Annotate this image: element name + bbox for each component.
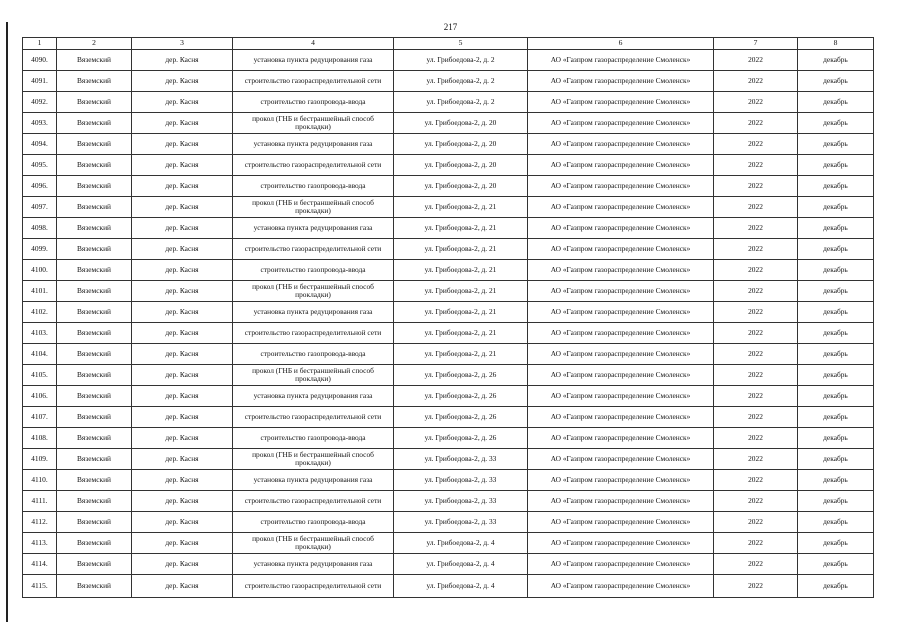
- month-cell: декабрь: [798, 554, 874, 575]
- organization-cell: АО «Газпром газораспределение Смоленск»: [528, 491, 714, 512]
- organization-cell: АО «Газпром газораспределение Смоленск»: [528, 50, 714, 71]
- district-cell: Вяземский: [57, 344, 132, 365]
- year-cell: 2022: [714, 281, 798, 302]
- address-cell: ул. Грибоедова-2, д. 20: [394, 176, 528, 197]
- table-row: [23, 155, 874, 176]
- work-type-cell: строительство газопровода-ввода: [233, 512, 394, 533]
- row-number-cell: 4098.: [23, 218, 57, 239]
- month-cell: декабрь: [798, 575, 874, 598]
- district-cell: Вяземский: [57, 92, 132, 113]
- settlement-cell: дер. Касня: [132, 281, 233, 302]
- year-cell: 2022: [714, 218, 798, 239]
- settlement-cell: дер. Касня: [132, 176, 233, 197]
- row-number-cell: 4097.: [23, 197, 57, 218]
- address-cell: ул. Грибоедова-2, д. 33: [394, 491, 528, 512]
- table-row: [23, 134, 874, 155]
- month-cell: декабрь: [798, 281, 874, 302]
- work-type-cell: строительство газораспределительной сети: [233, 239, 394, 260]
- column-header: 5: [394, 38, 528, 50]
- work-type-cell: строительство газопровода-ввода: [233, 260, 394, 281]
- month-cell: декабрь: [798, 92, 874, 113]
- address-cell: ул. Грибоедова-2, д. 21: [394, 323, 528, 344]
- address-cell: ул. Грибоедова-2, д. 4: [394, 533, 528, 554]
- work-type-cell: строительство газораспределительной сети: [233, 407, 394, 428]
- row-number-cell: 4105.: [23, 365, 57, 386]
- work-type-cell: установка пункта редуцирования газа: [233, 218, 394, 239]
- row-number-cell: 4106.: [23, 386, 57, 407]
- table-row: [23, 281, 874, 302]
- settlement-cell: дер. Касня: [132, 323, 233, 344]
- address-cell: ул. Грибоедова-2, д. 21: [394, 218, 528, 239]
- district-cell: Вяземский: [57, 197, 132, 218]
- year-cell: 2022: [714, 260, 798, 281]
- row-number-cell: 4096.: [23, 176, 57, 197]
- month-cell: декабрь: [798, 50, 874, 71]
- column-header: 2: [57, 38, 132, 50]
- year-cell: 2022: [714, 386, 798, 407]
- settlement-cell: дер. Касня: [132, 407, 233, 428]
- address-cell: ул. Грибоедова-2, д. 21: [394, 197, 528, 218]
- organization-cell: АО «Газпром газораспределение Смоленск»: [528, 554, 714, 575]
- work-type-cell: строительство газораспределительной сети: [233, 491, 394, 512]
- table-row: [23, 365, 874, 386]
- work-type-cell: строительство газораспределительной сети: [233, 71, 394, 92]
- month-cell: декабрь: [798, 533, 874, 554]
- district-cell: Вяземский: [57, 512, 132, 533]
- work-type-cell: строительство газопровода-ввода: [233, 92, 394, 113]
- organization-cell: АО «Газпром газораспределение Смоленск»: [528, 407, 714, 428]
- settlement-cell: дер. Касня: [132, 386, 233, 407]
- address-cell: ул. Грибоедова-2, д. 4: [394, 575, 528, 598]
- header-row: [23, 38, 874, 50]
- row-number-cell: 4093.: [23, 113, 57, 134]
- district-cell: Вяземский: [57, 71, 132, 92]
- table-row: [23, 176, 874, 197]
- table-row: [23, 92, 874, 113]
- table-row: [23, 260, 874, 281]
- district-cell: Вяземский: [57, 575, 132, 598]
- address-cell: ул. Грибоедова-2, д. 21: [394, 239, 528, 260]
- table-row: [23, 302, 874, 323]
- table-row: [23, 323, 874, 344]
- month-cell: декабрь: [798, 428, 874, 449]
- work-type-cell: установка пункта редуцирования газа: [233, 134, 394, 155]
- settlement-cell: дер. Касня: [132, 449, 233, 470]
- year-cell: 2022: [714, 344, 798, 365]
- table-row: [23, 239, 874, 260]
- settlement-cell: дер. Касня: [132, 197, 233, 218]
- year-cell: 2022: [714, 533, 798, 554]
- settlement-cell: дер. Касня: [132, 92, 233, 113]
- month-cell: декабрь: [798, 491, 874, 512]
- year-cell: 2022: [714, 554, 798, 575]
- district-cell: Вяземский: [57, 554, 132, 575]
- organization-cell: АО «Газпром газораспределение Смоленск»: [528, 365, 714, 386]
- district-cell: Вяземский: [57, 302, 132, 323]
- month-cell: декабрь: [798, 365, 874, 386]
- organization-cell: АО «Газпром газораспределение Смоленск»: [528, 155, 714, 176]
- year-cell: 2022: [714, 449, 798, 470]
- month-cell: декабрь: [798, 176, 874, 197]
- address-cell: ул. Грибоедова-2, д. 21: [394, 302, 528, 323]
- row-number-cell: 4110.: [23, 470, 57, 491]
- work-type-cell: установка пункта редуцирования газа: [233, 470, 394, 491]
- year-cell: 2022: [714, 155, 798, 176]
- settlement-cell: дер. Касня: [132, 512, 233, 533]
- work-type-cell: установка пункта редуцирования газа: [233, 386, 394, 407]
- row-number-cell: 4090.: [23, 50, 57, 71]
- address-cell: ул. Грибоедова-2, д. 2: [394, 92, 528, 113]
- work-type-cell: строительство газопровода-ввода: [233, 428, 394, 449]
- organization-cell: АО «Газпром газораспределение Смоленск»: [528, 197, 714, 218]
- work-type-cell: строительство газораспределительной сети: [233, 575, 394, 598]
- district-cell: Вяземский: [57, 365, 132, 386]
- page-edge-rule: [6, 22, 8, 622]
- settlement-cell: дер. Касня: [132, 365, 233, 386]
- year-cell: 2022: [714, 575, 798, 598]
- table-row: [23, 197, 874, 218]
- organization-cell: АО «Газпром газораспределение Смоленск»: [528, 533, 714, 554]
- work-type-cell: прокол (ГНБ и бестраншейный способ прокладки): [233, 197, 394, 218]
- address-cell: ул. Грибоедова-2, д. 26: [394, 365, 528, 386]
- district-cell: Вяземский: [57, 50, 132, 71]
- settlement-cell: дер. Касня: [132, 239, 233, 260]
- organization-cell: АО «Газпром газораспределение Смоленск»: [528, 176, 714, 197]
- month-cell: декабрь: [798, 386, 874, 407]
- year-cell: 2022: [714, 323, 798, 344]
- year-cell: 2022: [714, 134, 798, 155]
- month-cell: декабрь: [798, 197, 874, 218]
- address-cell: ул. Грибоедова-2, д. 20: [394, 155, 528, 176]
- row-number-cell: 4103.: [23, 323, 57, 344]
- work-type-cell: прокол (ГНБ и бестраншейный способ прокладки): [233, 365, 394, 386]
- row-number-cell: 4111.: [23, 491, 57, 512]
- row-number-cell: 4113.: [23, 533, 57, 554]
- work-type-cell: строительство газораспределительной сети: [233, 323, 394, 344]
- address-cell: ул. Грибоедова-2, д. 26: [394, 428, 528, 449]
- settlement-cell: дер. Касня: [132, 260, 233, 281]
- work-type-cell: установка пункта редуцирования газа: [233, 302, 394, 323]
- year-cell: 2022: [714, 491, 798, 512]
- district-cell: Вяземский: [57, 428, 132, 449]
- month-cell: декабрь: [798, 134, 874, 155]
- row-number-cell: 4100.: [23, 260, 57, 281]
- address-cell: ул. Грибоедова-2, д. 21: [394, 260, 528, 281]
- district-cell: Вяземский: [57, 491, 132, 512]
- address-cell: ул. Грибоедова-2, д. 26: [394, 386, 528, 407]
- address-cell: ул. Грибоедова-2, д. 2: [394, 71, 528, 92]
- month-cell: декабрь: [798, 449, 874, 470]
- month-cell: декабрь: [798, 512, 874, 533]
- organization-cell: АО «Газпром газораспределение Смоленск»: [528, 260, 714, 281]
- organization-cell: АО «Газпром газораспределение Смоленск»: [528, 281, 714, 302]
- organization-cell: АО «Газпром газораспределение Смоленск»: [528, 218, 714, 239]
- table-row: [23, 449, 874, 470]
- settlement-cell: дер. Касня: [132, 50, 233, 71]
- month-cell: декабрь: [798, 113, 874, 134]
- table-row: [23, 554, 874, 575]
- organization-cell: АО «Газпром газораспределение Смоленск»: [528, 239, 714, 260]
- month-cell: декабрь: [798, 71, 874, 92]
- row-number-cell: 4108.: [23, 428, 57, 449]
- table-row: [23, 218, 874, 239]
- year-cell: 2022: [714, 470, 798, 491]
- table-body: [23, 50, 874, 598]
- district-cell: Вяземский: [57, 281, 132, 302]
- work-type-cell: прокол (ГНБ и бестраншейный способ прокладки): [233, 449, 394, 470]
- address-cell: ул. Грибоедова-2, д. 33: [394, 449, 528, 470]
- organization-cell: АО «Газпром газораспределение Смоленск»: [528, 302, 714, 323]
- registry-table: [22, 37, 874, 598]
- month-cell: декабрь: [798, 239, 874, 260]
- month-cell: декабрь: [798, 302, 874, 323]
- organization-cell: АО «Газпром газораспределение Смоленск»: [528, 512, 714, 533]
- row-number-cell: 4114.: [23, 554, 57, 575]
- settlement-cell: дер. Касня: [132, 134, 233, 155]
- table-row: [23, 113, 874, 134]
- work-type-cell: строительство газопровода-ввода: [233, 176, 394, 197]
- work-type-cell: прокол (ГНБ и бестраншейный способ прокладки): [233, 533, 394, 554]
- organization-cell: АО «Газпром газораспределение Смоленск»: [528, 428, 714, 449]
- table-row: [23, 575, 874, 598]
- work-type-cell: прокол (ГНБ и бестраншейный способ прокладки): [233, 281, 394, 302]
- settlement-cell: дер. Касня: [132, 533, 233, 554]
- organization-cell: АО «Газпром газораспределение Смоленск»: [528, 323, 714, 344]
- year-cell: 2022: [714, 302, 798, 323]
- row-number-cell: 4091.: [23, 71, 57, 92]
- table-row: [23, 491, 874, 512]
- month-cell: декабрь: [798, 323, 874, 344]
- settlement-cell: дер. Касня: [132, 575, 233, 598]
- row-number-cell: 4094.: [23, 134, 57, 155]
- year-cell: 2022: [714, 176, 798, 197]
- table-row: [23, 407, 874, 428]
- district-cell: Вяземский: [57, 323, 132, 344]
- row-number-cell: 4102.: [23, 302, 57, 323]
- row-number-cell: 4099.: [23, 239, 57, 260]
- table-row: [23, 344, 874, 365]
- table-row: [23, 512, 874, 533]
- district-cell: Вяземский: [57, 134, 132, 155]
- settlement-cell: дер. Касня: [132, 344, 233, 365]
- settlement-cell: дер. Касня: [132, 554, 233, 575]
- settlement-cell: дер. Касня: [132, 302, 233, 323]
- work-type-cell: установка пункта редуцирования газа: [233, 50, 394, 71]
- column-header: 4: [233, 38, 394, 50]
- address-cell: ул. Грибоедова-2, д. 33: [394, 512, 528, 533]
- year-cell: 2022: [714, 113, 798, 134]
- district-cell: Вяземский: [57, 239, 132, 260]
- row-number-cell: 4107.: [23, 407, 57, 428]
- address-cell: ул. Грибоедова-2, д. 2: [394, 50, 528, 71]
- month-cell: декабрь: [798, 470, 874, 491]
- organization-cell: АО «Газпром газораспределение Смоленск»: [528, 134, 714, 155]
- district-cell: Вяземский: [57, 449, 132, 470]
- organization-cell: АО «Газпром газораспределение Смоленск»: [528, 470, 714, 491]
- year-cell: 2022: [714, 50, 798, 71]
- month-cell: декабрь: [798, 218, 874, 239]
- address-cell: ул. Грибоедова-2, д. 4: [394, 554, 528, 575]
- work-type-cell: установка пункта редуцирования газа: [233, 554, 394, 575]
- district-cell: Вяземский: [57, 470, 132, 491]
- year-cell: 2022: [714, 428, 798, 449]
- table-row: [23, 71, 874, 92]
- district-cell: Вяземский: [57, 113, 132, 134]
- address-cell: ул. Грибоедова-2, д. 21: [394, 281, 528, 302]
- district-cell: Вяземский: [57, 260, 132, 281]
- settlement-cell: дер. Касня: [132, 155, 233, 176]
- year-cell: 2022: [714, 239, 798, 260]
- address-cell: ул. Грибоедова-2, д. 26: [394, 407, 528, 428]
- settlement-cell: дер. Касня: [132, 470, 233, 491]
- year-cell: 2022: [714, 197, 798, 218]
- table-row: [23, 50, 874, 71]
- work-type-cell: строительство газораспределительной сети: [233, 155, 394, 176]
- row-number-cell: 4109.: [23, 449, 57, 470]
- organization-cell: АО «Газпром газораспределение Смоленск»: [528, 386, 714, 407]
- table-header: [23, 38, 874, 50]
- row-number-cell: 4095.: [23, 155, 57, 176]
- district-cell: Вяземский: [57, 218, 132, 239]
- settlement-cell: дер. Касня: [132, 491, 233, 512]
- district-cell: Вяземский: [57, 386, 132, 407]
- address-cell: ул. Грибоедова-2, д. 20: [394, 134, 528, 155]
- address-cell: ул. Грибоедова-2, д. 33: [394, 470, 528, 491]
- district-cell: Вяземский: [57, 407, 132, 428]
- organization-cell: АО «Газпром газораспределение Смоленск»: [528, 92, 714, 113]
- month-cell: декабрь: [798, 260, 874, 281]
- row-number-cell: 4112.: [23, 512, 57, 533]
- organization-cell: АО «Газпром газораспределение Смоленск»: [528, 113, 714, 134]
- row-number-cell: 4115.: [23, 575, 57, 598]
- organization-cell: АО «Газпром газораспределение Смоленск»: [528, 575, 714, 598]
- year-cell: 2022: [714, 512, 798, 533]
- table-row: [23, 428, 874, 449]
- table-row: [23, 533, 874, 554]
- year-cell: 2022: [714, 365, 798, 386]
- row-number-cell: 4101.: [23, 281, 57, 302]
- work-type-cell: строительство газопровода-ввода: [233, 344, 394, 365]
- district-cell: Вяземский: [57, 155, 132, 176]
- address-cell: ул. Грибоедова-2, д. 21: [394, 344, 528, 365]
- settlement-cell: дер. Касня: [132, 113, 233, 134]
- column-header: 3: [132, 38, 233, 50]
- column-header: 6: [528, 38, 714, 50]
- settlement-cell: дер. Касня: [132, 428, 233, 449]
- organization-cell: АО «Газпром газораспределение Смоленск»: [528, 71, 714, 92]
- year-cell: 2022: [714, 92, 798, 113]
- address-cell: ул. Грибоедова-2, д. 20: [394, 113, 528, 134]
- organization-cell: АО «Газпром газораспределение Смоленск»: [528, 344, 714, 365]
- year-cell: 2022: [714, 407, 798, 428]
- column-header: 1: [23, 38, 57, 50]
- organization-cell: АО «Газпром газораспределение Смоленск»: [528, 449, 714, 470]
- table-row: [23, 470, 874, 491]
- month-cell: декабрь: [798, 407, 874, 428]
- row-number-cell: 4092.: [23, 92, 57, 113]
- work-type-cell: прокол (ГНБ и бестраншейный способ прокладки): [233, 113, 394, 134]
- page-number: 217: [443, 22, 458, 32]
- district-cell: Вяземский: [57, 176, 132, 197]
- month-cell: декабрь: [798, 344, 874, 365]
- column-header: 7: [714, 38, 798, 50]
- settlement-cell: дер. Касня: [132, 218, 233, 239]
- month-cell: декабрь: [798, 155, 874, 176]
- column-header: 8: [798, 38, 874, 50]
- district-cell: Вяземский: [57, 533, 132, 554]
- table-row: [23, 386, 874, 407]
- row-number-cell: 4104.: [23, 344, 57, 365]
- year-cell: 2022: [714, 71, 798, 92]
- settlement-cell: дер. Касня: [132, 71, 233, 92]
